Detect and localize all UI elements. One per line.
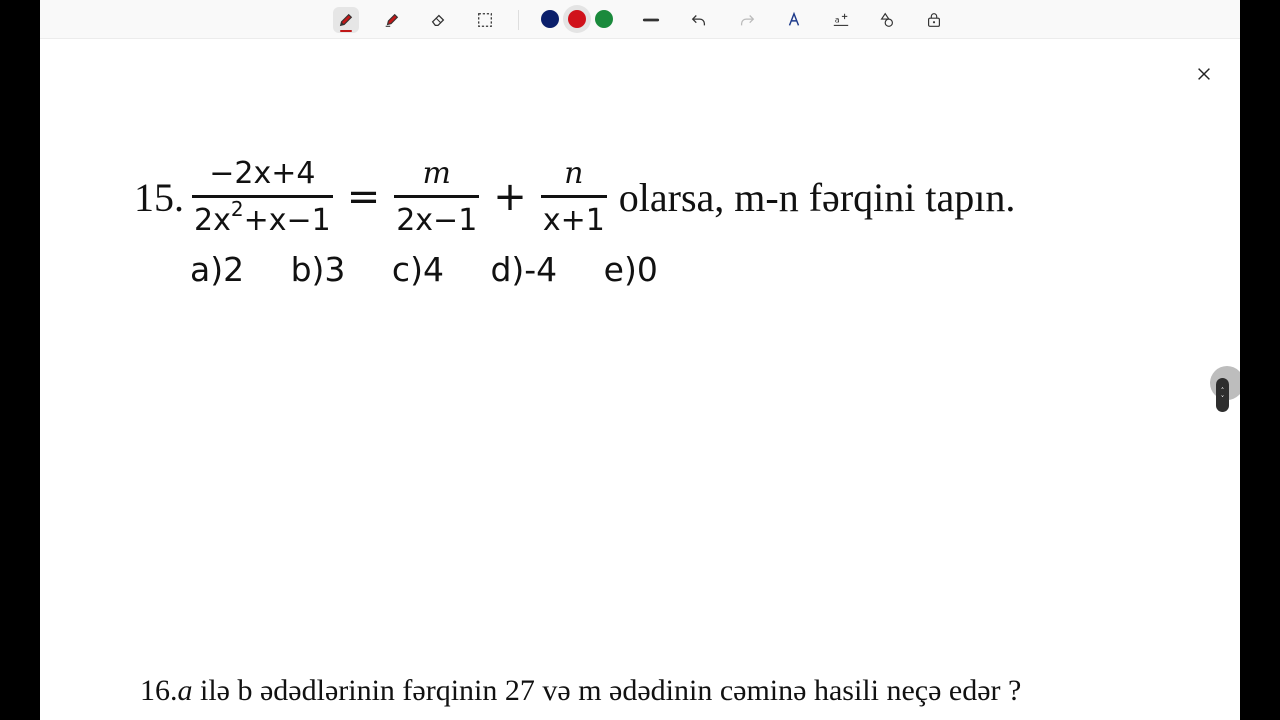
lock-icon[interactable] xyxy=(921,7,947,33)
m-fraction xyxy=(394,155,479,240)
highlighter-icon[interactable] xyxy=(379,7,405,33)
fraction-bar xyxy=(192,195,333,198)
svg-text:a: a xyxy=(834,14,840,25)
close-button[interactable] xyxy=(1190,60,1218,88)
fraction-bar xyxy=(394,195,479,198)
problem-number: 15. xyxy=(134,174,184,220)
problem-15 xyxy=(134,142,1015,252)
lhs-fraction xyxy=(192,155,333,240)
problem-text: olarsa, m-n fərqini tapın. xyxy=(618,174,1016,220)
variable-a: a xyxy=(177,674,193,707)
scroll-pill[interactable] xyxy=(1216,378,1229,412)
pen-icon[interactable] xyxy=(333,7,359,33)
lhs-denominator xyxy=(192,196,333,240)
color-swatch-blue[interactable] xyxy=(541,10,559,28)
answer-options xyxy=(190,250,694,289)
line-thickness-icon[interactable] xyxy=(638,7,664,33)
ink-toolbar xyxy=(40,0,1240,39)
n-numerator xyxy=(562,155,585,193)
m-numerator xyxy=(421,155,453,193)
problem-16 xyxy=(140,674,1021,708)
problem-text: ilə b ədədlərinin fərqinin 27 və m ədədinin cəminə hasili neçə edər ? xyxy=(192,674,1022,707)
answer-option: d)-4 xyxy=(490,250,558,289)
equals-sign: = xyxy=(346,174,381,220)
plus-sign: + xyxy=(493,174,527,220)
n-var: n xyxy=(564,155,584,191)
redo-icon[interactable] xyxy=(734,7,760,33)
answer-option: a)2 xyxy=(190,250,245,289)
answer-option: c)4 xyxy=(391,250,444,289)
ink-to-text-icon[interactable] xyxy=(781,7,807,33)
color-swatch-red[interactable] xyxy=(568,10,586,28)
lhs-numerator: −2x+4 xyxy=(209,155,316,191)
color-swatch-green[interactable] xyxy=(595,10,613,28)
ink-to-math-icon[interactable] xyxy=(828,7,854,33)
toolbar-separator xyxy=(518,10,519,30)
eraser-icon[interactable] xyxy=(425,7,451,33)
n-fraction xyxy=(541,155,607,240)
lhs-den-post: +x−1 xyxy=(243,202,331,238)
shapes-icon[interactable] xyxy=(874,7,900,33)
m-var: m xyxy=(422,155,451,191)
n-denominator: x+1 xyxy=(542,202,605,238)
fraction-bar xyxy=(541,195,607,198)
undo-icon[interactable] xyxy=(686,7,712,33)
canvas-page xyxy=(40,0,1240,720)
close-icon xyxy=(1195,65,1213,83)
chevron-up-icon: ˄ xyxy=(1220,387,1225,395)
lhs-den-exponent: 2 xyxy=(230,196,244,221)
answer-option: e)0 xyxy=(603,250,658,289)
chevron-down-icon: ˅ xyxy=(1220,395,1225,403)
lasso-select-icon[interactable] xyxy=(472,7,498,33)
problem-number: 16. xyxy=(140,674,178,707)
lhs-den-pre: 2x xyxy=(194,202,231,238)
answer-option: b)3 xyxy=(290,250,346,289)
m-denominator: 2x−1 xyxy=(396,202,478,238)
